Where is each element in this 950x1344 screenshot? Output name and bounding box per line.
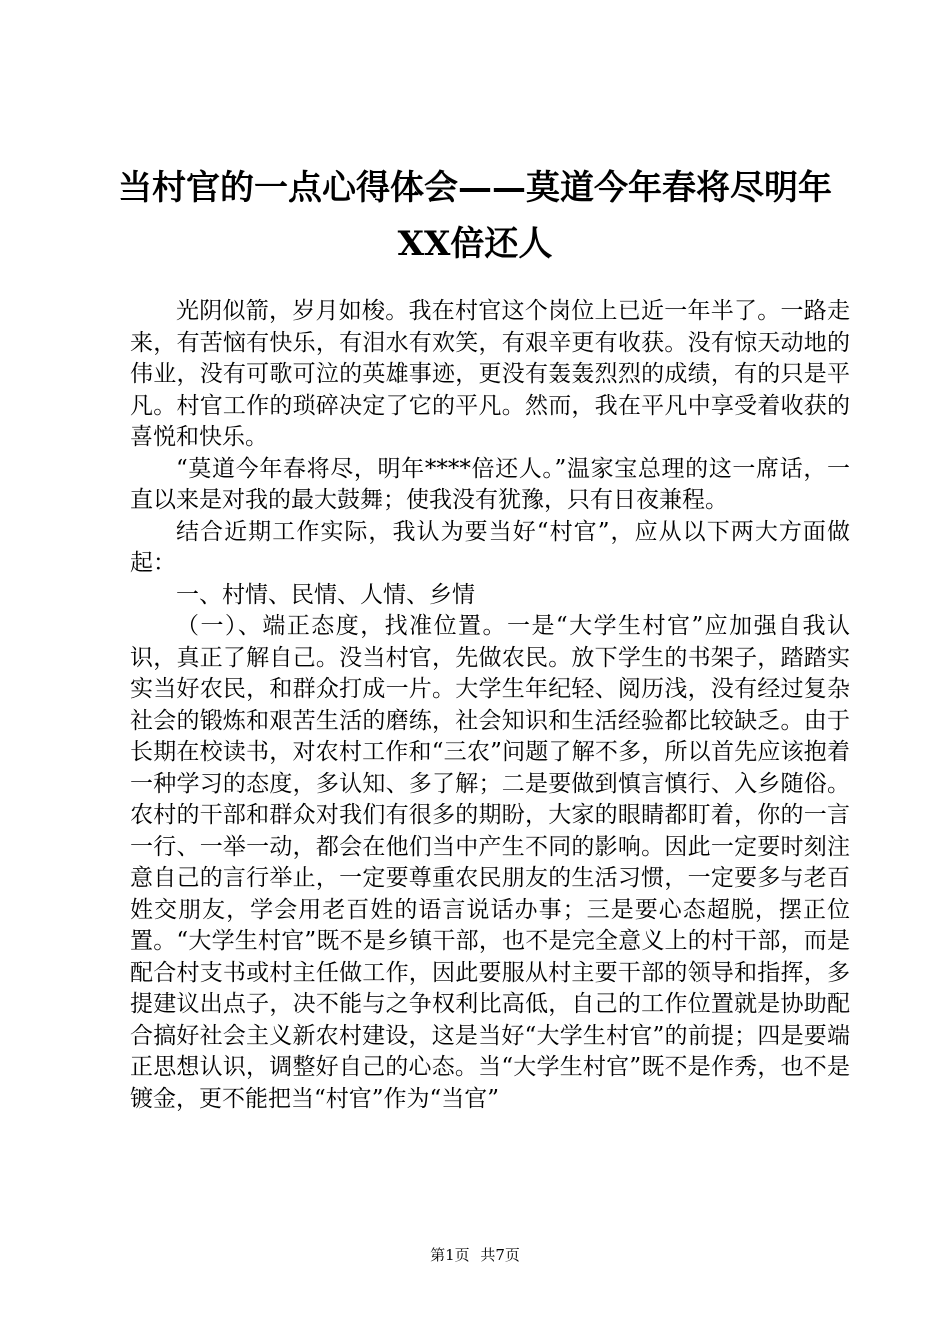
paragraph-intro: 光阴似箭，岁月如梭。我在村官这个岗位上已近一年半了。一路走来，有苦恼有快乐，有泪水有欢笑，有艰辛更有收获。没有惊天动地的伟业，没有可歌可泣的英雄事迹，更没有轰轰烈烈的成绩，有的只是平凡。村官工作的琐碎决定了它的平凡。然而，我在平凡中享受着收获的喜悦和快乐。 [130, 298, 850, 450]
paragraph-quote: “莫道今年春将尽，明年****倍还人。”温家宝总理的这一席话，一直以来是对我的最大鼓舞；使我没有犹豫，只有日夜兼程。 [130, 455, 850, 513]
document-body [130, 296, 850, 1115]
paragraph-attitude: （一）、端正态度，找准位置。一是“大学生村官”应加强自我认识，真正了解自己。没当村官，先做农民。放下学生的书架子，踏踏实实当好农民，和群众打成一片。大学生年纪轻、阅历浅，没有经过复杂社会的锻炼和艰苦生活的磨练，社会知识和生活经验都比较缺乏。由于长期在校读书，对农村工作和“三农”问题了解不多，所以首先应该抱着一种学习的态度，多认知、多了解；二是要做到慎言慎行、入乡随俗。农村的干部和群众对我们有很多的期盼，大家的眼睛都盯着，你的一言一行、一举一动，都会在他们当中产生不同的影响。因此一定要时刻注意自己的言行举止，一定要尊重农民朋友的生活习惯，一定要多与老百姓交朋友，学会用老百姓的语言说话办事；三是要心态超脱，摆正位置。“大学生村官”既不是乡镇干部，也不是完全意义上的村干部，而是配合村支书或村主任做工作，因此要服从村主要干部的领导和指挥，多提建议出点子，决不能与之争权利比高低，自己的工作位置就是协助配合搞好社会主义新农村建设，这是当好“大学生村官”的前提；四是要端正思想认识，调整好自己的心态。当“大学生村官”既不是作秀，也不是镀金，更不能把当“村官”作为“当官” [130, 613, 850, 1112]
section-heading-1: 一、村情、民情、人情、乡情 [176, 581, 475, 608]
document-title: 当村官的一点心得体会——莫道今年春将尽明年XX倍还人 [118, 168, 832, 264]
page-total: 共7页 [480, 1246, 520, 1264]
page-footer [0, 1244, 950, 1265]
page-number: 第1页 [430, 1246, 470, 1264]
paragraph-approach: 结合近期工作实际，我认为要当好“村官”，应从以下两大方面做起： [130, 518, 850, 576]
